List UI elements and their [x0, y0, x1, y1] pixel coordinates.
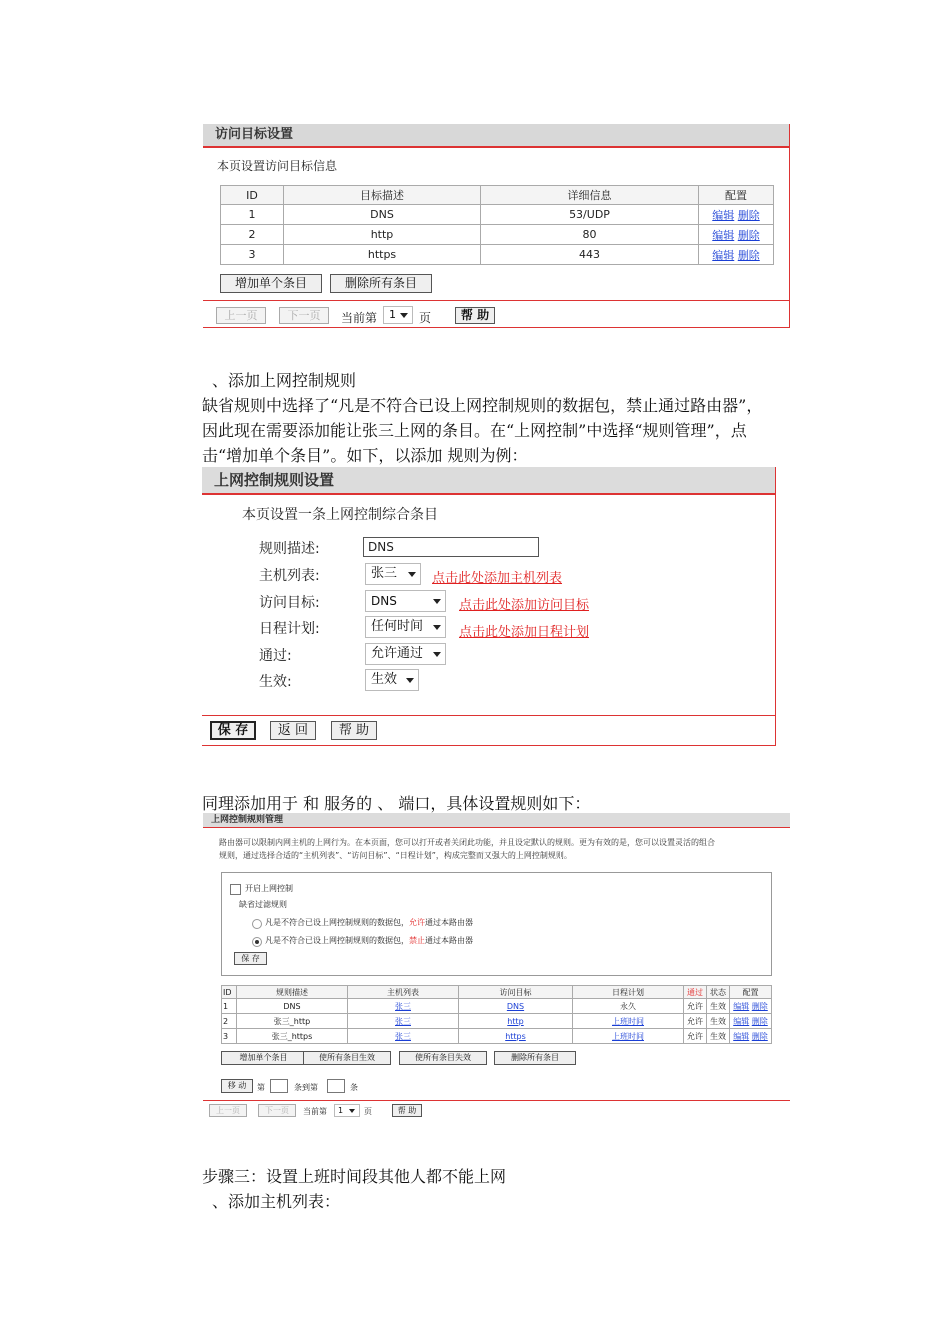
paragraph-line: 因此现在需要添加能让张三上网的条目。在“上网控制”中选择“规则管理”，点: [202, 421, 747, 440]
mgmt-desc-line2: 规则，通过选择合适的“主机列表”、“访问目标”、“日程计划”，构成完整而又强大的上网控制规则。: [219, 851, 572, 860]
chevron-down-icon: [408, 572, 416, 577]
schedule-select[interactable]: 任何时间: [365, 616, 446, 638]
col-config: 配置: [699, 186, 774, 205]
enable-all-button[interactable]: 使所有条目生效: [303, 1051, 391, 1065]
move-button[interactable]: 移 动: [221, 1079, 253, 1093]
chevron-down-icon: [433, 652, 441, 657]
next-page-button[interactable]: 下一页: [258, 1104, 296, 1117]
chevron-down-icon: [433, 599, 441, 604]
edit-link[interactable]: 编辑: [733, 1001, 750, 1011]
delete-link[interactable]: 删除: [737, 228, 760, 242]
page-prefix: 当前第: [303, 1107, 327, 1116]
delete-link[interactable]: 删除: [751, 1031, 768, 1041]
chevron-down-icon: [400, 313, 408, 318]
default-rule-label: 缺省过滤规则: [239, 900, 287, 909]
step-heading: 步骤三：设置上班时间段其他人都不能上网: [202, 1167, 507, 1186]
page-select[interactable]: 1: [383, 306, 413, 324]
step-heading: 、添加上网控制规则: [212, 371, 357, 390]
target-link[interactable]: https: [505, 1031, 526, 1041]
sub-heading: 、添加主机列表：: [212, 1192, 341, 1211]
move-to-input[interactable]: [327, 1079, 345, 1093]
paragraph-line: 同理添加用于 和 服务的 、 端口，具体设置规则如下：: [202, 794, 591, 813]
edit-link[interactable]: 编辑: [733, 1016, 750, 1026]
move-from-input[interactable]: [270, 1079, 288, 1093]
target-settings-panel: [203, 124, 790, 328]
panel-subtitle: 本页设置一条上网控制综合条目: [242, 507, 438, 523]
host-label: 主机列表:: [259, 568, 320, 584]
delete-link[interactable]: 删除: [737, 248, 760, 262]
target-link[interactable]: DNS: [506, 1001, 525, 1011]
help-button[interactable]: 帮 助: [331, 721, 377, 740]
edit-link[interactable]: 编辑: [733, 1031, 750, 1041]
mgmt-desc-line1: 路由器可以限制内网主机的上网行为。在本页面，您可以打开或者关闭此功能，并且设定默认的规则。更为有效的是，您可以设置灵活的组合: [219, 838, 715, 847]
effect-select[interactable]: 生效: [365, 669, 419, 691]
deny-radio[interactable]: [252, 937, 262, 947]
delete-link[interactable]: 删除: [737, 208, 760, 222]
schedule-link[interactable]: 上班时间: [612, 1031, 644, 1041]
add-host-link[interactable]: 点击此处添加主机列表: [432, 571, 563, 586]
table-row: 2 张三_http 张三 http 上班时间 允许 生效 编辑 删除: [222, 1014, 772, 1029]
delete-all-button[interactable]: 删除所有条目: [330, 274, 432, 293]
col-desc: 目标描述: [284, 186, 481, 205]
add-entry-button[interactable]: 增加单个条目: [221, 1051, 306, 1065]
pass-select[interactable]: 允许通过: [365, 643, 446, 665]
page-suffix: 页: [419, 311, 432, 325]
save-button[interactable]: 保 存: [210, 721, 256, 740]
add-schedule-link[interactable]: 点击此处添加日程计划: [459, 625, 590, 640]
help-button[interactable]: 帮 助: [455, 307, 495, 324]
page-suffix: 页: [364, 1107, 372, 1116]
move-suffix: 条: [350, 1083, 358, 1092]
effect-label: 生效:: [259, 674, 292, 690]
schedule-label: 日程计划:: [259, 621, 320, 637]
add-target-link[interactable]: 点击此处添加访问目标: [459, 598, 590, 613]
delete-link[interactable]: 删除: [751, 1001, 768, 1011]
rule-settings-panel: [202, 467, 776, 746]
back-button[interactable]: 返 回: [270, 721, 316, 740]
add-entry-button[interactable]: 增加单个条目: [220, 274, 322, 293]
panel-title: 上网控制规则设置: [202, 467, 775, 493]
move-mid: 条到第: [294, 1083, 318, 1092]
disable-all-button[interactable]: 使所有条目失效: [399, 1051, 487, 1065]
move-prefix: 第: [257, 1083, 265, 1092]
chevron-down-icon: [433, 625, 441, 630]
panel-title: 访问目标设置: [203, 124, 789, 146]
enable-checkbox[interactable]: [230, 884, 241, 895]
edit-link[interactable]: 编辑: [712, 228, 735, 242]
host-select[interactable]: 张三: [365, 563, 421, 585]
host-link[interactable]: 张三: [395, 1016, 411, 1026]
table-row: 3 张三_https 张三 https 上班时间 允许 生效 编辑 删除: [222, 1029, 772, 1044]
paragraph-line: 击“增加单个条目”。如下，以添加 规则为例：: [202, 446, 528, 465]
edit-link[interactable]: 编辑: [712, 208, 735, 222]
pass-label: 通过:: [259, 648, 292, 664]
delete-link[interactable]: 删除: [751, 1016, 768, 1026]
table-row: 1 DNS 53/UDP 编辑 删除: [221, 205, 774, 225]
prev-page-button[interactable]: 上一页: [216, 307, 266, 324]
col-id: ID: [221, 186, 284, 205]
enable-label: 开启上网控制: [245, 884, 293, 893]
rule-desc-input[interactable]: DNS: [363, 537, 539, 557]
target-link[interactable]: http: [507, 1016, 524, 1026]
host-link[interactable]: 张三: [395, 1031, 411, 1041]
target-select[interactable]: DNS: [365, 590, 446, 612]
page-prefix: 当前第: [341, 311, 378, 325]
delete-all-button[interactable]: 删除所有条目: [494, 1051, 576, 1065]
allow-radio[interactable]: [252, 919, 262, 929]
target-table: [220, 185, 774, 265]
chevron-down-icon: [406, 678, 414, 683]
table-row: 3 https 443 编辑 删除: [221, 245, 774, 265]
panel-subtitle: 本页设置访问目标信息: [217, 159, 338, 173]
edit-link[interactable]: 编辑: [712, 248, 735, 262]
prev-page-button[interactable]: 上一页: [209, 1104, 247, 1117]
table-row: 1 DNS 张三 DNS 永久 允许 生效 编辑 删除: [222, 999, 772, 1014]
target-label: 访问目标:: [259, 595, 320, 611]
schedule-link[interactable]: 上班时间: [612, 1016, 644, 1026]
help-button[interactable]: 帮 助: [392, 1104, 422, 1117]
paragraph-line: 缺省规则中选择了“凡是不符合已设上网控制规则的数据包，禁止通过路由器”，: [202, 396, 763, 415]
next-page-button[interactable]: 下一页: [279, 307, 329, 324]
save-button[interactable]: 保 存: [234, 952, 267, 965]
panel-title: 上网控制规则管理: [203, 813, 790, 827]
chevron-down-icon: [349, 1109, 355, 1113]
rule-desc-label: 规则描述:: [259, 541, 320, 557]
rule-management-panel: [203, 813, 790, 1119]
page-select[interactable]: 1: [334, 1104, 360, 1117]
default-rule-box: 开启上网控制 缺省过滤规则 凡是不符合已设上网控制规则的数据包，允许通过本路由器 凡是不符合已设上网控制规则的数据包，禁止通过本路由器 保 存: [221, 872, 772, 976]
host-link[interactable]: 张三: [395, 1001, 411, 1011]
rule-table: ID 规则描述 主机列表 访问目标 日程计划 通过 状态 配置 1 DNS 张三 DNS 永久 允许 生效 编辑 删除 2 张三_http 张三 http 上班时间 允许 生效 编辑 删除 3 张三_https 张三 https 上班时间 允许 生效 编辑 删除: [221, 985, 772, 1044]
col-detail: 详细信息: [481, 186, 699, 205]
table-row: 2 http 80 编辑 删除: [221, 225, 774, 245]
